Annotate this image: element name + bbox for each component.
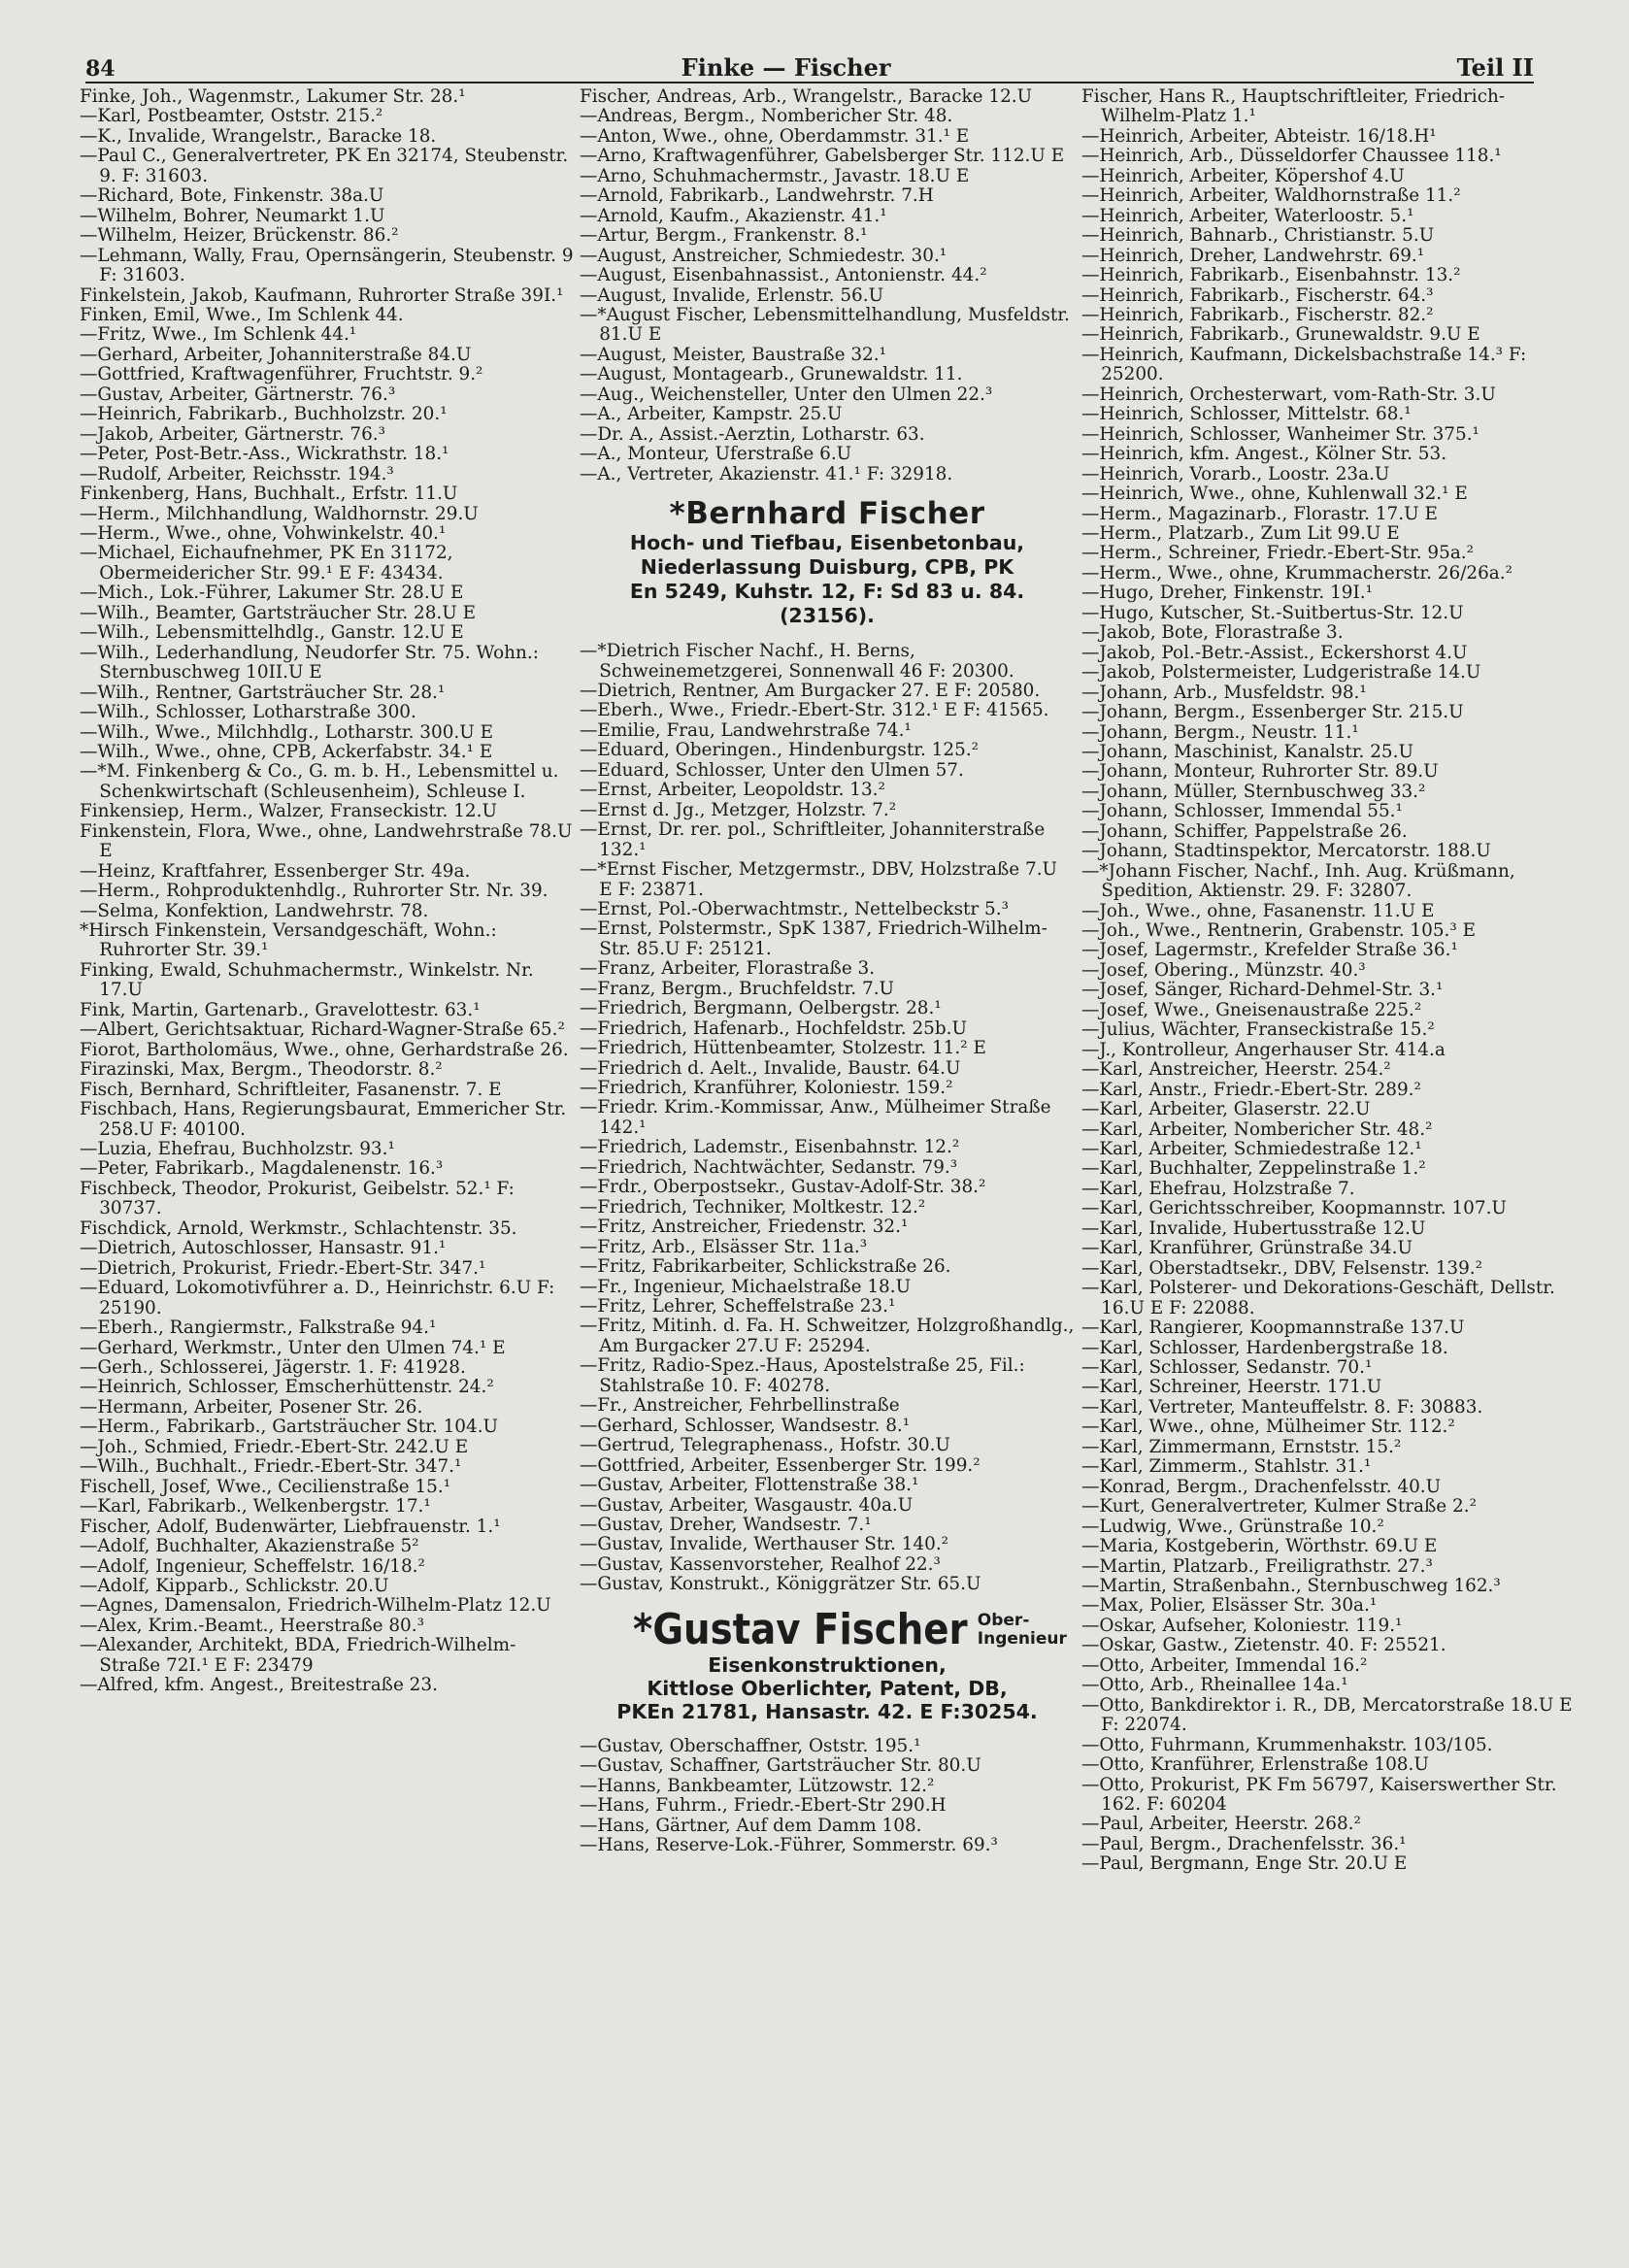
directory-entry: —Karl, Invalide, Hubertusstraße 12.U (1081, 1217, 1426, 1239)
entries-list (1081, 87, 1577, 1875)
entries-list (580, 87, 1075, 484)
directory-entry: —Hans, Gärtner, Auf dem Damm 108. (580, 1815, 922, 1836)
directory-entry: —Hans, Fuhrm., Friedr.-Ebert-Str 290.H (580, 1795, 947, 1817)
directory-entry: —Karl, Arbeiter, Glaserstr. 22.U (1081, 1099, 1371, 1120)
directory-entry: —Karl, Anstr., Friedr.-Ebert-Str. 289.² (1081, 1079, 1421, 1100)
directory-entry: —Josef, Sänger, Richard-Dehmel-Str. 3.¹ (1081, 980, 1444, 1001)
directory-entry: —Karl, Zimmerm., Stahlstr. 31.¹ (1081, 1456, 1372, 1478)
directory-entry: —Michael, Eichaufnehmer, PK En 31172, Obermeidericher Str. 99.¹ E F: 43434. (80, 543, 453, 584)
directory-entry: Finking, Ewald, Schuhmachermstr., Winkelstr. Nr. 17.U (80, 959, 534, 1001)
directory-entry: —Heinrich, Fabrikarb., Grunewaldstr. 9.U E (1081, 324, 1480, 346)
directory-entry: —Peter, Post-Betr.-Ass., Wickrathstr. 18.¹ (80, 444, 449, 465)
directory-entry: —Dietrich, Autoschlosser, Hansastr. 91.¹ (80, 1238, 447, 1259)
directory-entry: —Hanns, Bankbeamter, Lützowstr. 12.² (580, 1775, 935, 1796)
directory-entry: —Martin, Platzarb., Freiligrathstr. 27.³ (1081, 1555, 1433, 1577)
directory-entry: —Heinz, Kraftfahrer, Essenberger Str. 49a. (80, 860, 471, 882)
directory-entry: Fischer, Adolf, Budenwärter, Liebfrauenstr. 1.¹ (80, 1516, 501, 1537)
directory-entry: —Adolf, Buchhalter, Akazienstraße 5² (80, 1536, 419, 1557)
directory-entry: —Alexander, Architekt, BDA, Friedrich-Wilhelm-Straße 72I.¹ E F: 23479 (80, 1635, 516, 1676)
directory-entry: —J., Kontrolleur, Angerhauser Str. 414.a (1081, 1039, 1446, 1060)
directory-entry: —Max, Polier, Elsässer Str. 30a.¹ (1081, 1595, 1378, 1617)
directory-entry: —Johann, Maschinist, Kanalstr. 25.U (1081, 741, 1413, 762)
directory-entry: Fischbach, Hans, Regierungsbaurat, Emmericher Str. 258.U F: 40100. (80, 1099, 567, 1140)
directory-entry: Finkensiep, Herm., Walzer, Franseckistr. 12.U (80, 801, 497, 822)
directory-entry: —Paul, Bergmann, Enge Str. 20.U E (1081, 1853, 1408, 1875)
directory-entry: —Karl, Kranführer, Grünstraße 34.U (1081, 1238, 1413, 1259)
directory-entry: —Oskar, Aufseher, Koloniestr. 119.¹ (1081, 1615, 1403, 1636)
directory-entry: —Fritz, Radio-Spez.-Haus, Apostelstraße 25, Fil.: Stahlstraße 10. F: 40278. (580, 1355, 1025, 1396)
directory-entry: —Heinrich, Fabrikarb., Buchholzstr. 20.¹ (80, 404, 448, 425)
directory-entry: —Herm., Wwe., ohne, Krummacherstr. 26/26a.² (1081, 562, 1513, 584)
directory-entry: —Jakob, Bote, Florastraße 3. (1081, 622, 1344, 644)
directory-entry: —Herm., Rohproduktenhdlg., Ruhrorter Str. Nr. 39. (80, 881, 549, 902)
directory-entry: —Eberh., Wwe., Friedr.-Ebert-Str. 312.¹ E F: 41565. (580, 700, 1049, 721)
ad-headline: *Gustav Fischer (633, 1604, 968, 1654)
directory-entry: —Gerh., Schlosserei, Jägerstr. 1. F: 41928. (80, 1357, 466, 1378)
directory-entry: —Friedr. Krim.-Kommissar, Anw., Mülheimer Straße 142.¹ (580, 1097, 1051, 1138)
entries-list (580, 1737, 1075, 1856)
directory-entry: —Heinrich, Schlosser, Emscherhüttenstr. 24.² (80, 1377, 494, 1398)
directory-entry: —Jakob, Polstermeister, Ludgeristraße 14.U (1081, 662, 1481, 684)
directory-entry: —Gustav, Dreher, Wandsestr. 7.¹ (580, 1515, 872, 1535)
directory-entry: Finkenberg, Hans, Buchhalt., Erfstr. 11.U (80, 484, 458, 505)
ad-line: Kittlose Oberlichter, Patent, DB, (647, 1676, 1008, 1700)
column-1 (80, 87, 575, 1696)
directory-entry: —Johann, Bergm., Neustr. 11.¹ (1081, 721, 1359, 743)
directory-entry: —Wilh., Beamter, Gartsträucher Str. 28.U E (80, 602, 477, 623)
directory-entry: —Herm., Magazinarb., Florastr. 17.U E (1081, 503, 1438, 524)
directory-entry: —Heinrich, Fabrikarb., Eisenbahnstr. 13.² (1081, 265, 1461, 286)
directory-entry: —Franz, Bergm., Bruchfeldstr. 7.U (580, 978, 895, 999)
directory-entry: —Heinrich, Fabrikarb., Fischerstr. 64.³ (1081, 284, 1434, 306)
directory-entry: Finken, Emil, Wwe., Im Schlenk 44. (80, 304, 404, 325)
directory-entry: —Ernst, Arbeiter, Leopoldstr. 13.² (580, 780, 885, 801)
page-number: 84 (85, 56, 116, 82)
directory-entry: —Eduard, Oberingen., Hindenburgstr. 125.² (580, 740, 979, 761)
directory-entry: —August, Invalide, Erlenstr. 56.U (580, 284, 884, 306)
directory-entry: —Ludwig, Wwe., Grünstraße 10.² (1081, 1516, 1384, 1537)
directory-entry: —Paul C., Generalvertreter, PK En 32174, Steubenstr. 9. F: 31603. (80, 146, 569, 186)
directory-entry: —Jakob, Pol.-Betr.-Assist., Eckershorst 4.U (1081, 642, 1468, 663)
directory-entry: —Martin, Straßenbahn., Sternbuschweg 162.³ (1081, 1575, 1501, 1596)
directory-entry: —Gustav, Invalide, Werthauser Str. 140.² (580, 1534, 949, 1555)
directory-entry: —Karl, Postbeamter, Oststr. 215.² (80, 106, 383, 127)
directory-entry: —Wilh., Rentner, Gartsträucher Str. 28.¹ (80, 682, 446, 703)
directory-entry: —Artur, Bergm., Frankenstr. 8.¹ (580, 225, 868, 247)
directory-entry: —Hugo, Kutscher, St.-Suitbertus-Str. 12.U (1081, 602, 1464, 623)
directory-entry: —Karl, Vertreter, Manteuffelstr. 8. F: 30883. (1081, 1396, 1483, 1418)
directory-entry: —Wilhelm, Heizer, Brückenstr. 86.² (80, 225, 399, 247)
directory-entry: —Johann, Arb., Musfeldstr. 98.¹ (1081, 682, 1367, 703)
directory-entry: —Joh., Wwe., Rentnerin, Grabenstr. 105.³ E (1081, 920, 1477, 942)
directory-entry: —Ernst, Polstermstr., SpK 1387, Friedrich-Wilhelm-Str. 85.U F: 25121. (580, 918, 1047, 959)
directory-entry: —Karl, Gerichtsschreiber, Koopmannstr. 107.U (1081, 1198, 1507, 1219)
ad-title-bottom: Ingenieur (977, 1628, 1067, 1649)
directory-entry: Fisch, Bernhard, Schriftleiter, Fasanenstr. 7. E (80, 1079, 502, 1100)
directory-entry: Fischell, Josef, Wwe., Cecilienstraße 15.¹ (80, 1476, 451, 1497)
directory-entry: —Johann, Bergm., Essenberger Str. 215.U (1081, 702, 1464, 723)
directory-entry: —Paul, Bergm., Drachenfelsstr. 36.¹ (1081, 1833, 1407, 1854)
directory-entry: —Friedrich, Hüttenbeamter, Stolzestr. 11.² E (580, 1038, 986, 1059)
directory-entry: —Friedrich, Kranführer, Koloniestr. 159.² (580, 1078, 953, 1099)
directory-entry: —Herm., Fabrikarb., Gartsträucher Str. 104.U (80, 1417, 499, 1438)
ad-line: PKEn 21781, Hansastr. 42. E F:30254. (616, 1699, 1038, 1723)
directory-entry: Fischbeck, Theodor, Prokurist, Geibelstr. 52.¹ F: 30737. (80, 1178, 515, 1219)
column-3 (1081, 87, 1577, 1875)
directory-entry: —Heinrich, Arbeiter, Köpershof 4.U (1081, 165, 1405, 186)
directory-entry: —Herm., Schreiner, Friedr.-Ebert-Str. 95a.² (1081, 543, 1474, 564)
directory-entry: —Gustav, Schaffner, Gartsträucher Str. 80.U (580, 1755, 981, 1777)
directory-entry: —Dietrich, Prokurist, Friedr.-Ebert-Str. 347.¹ (80, 1257, 486, 1279)
directory-entry: —Otto, Prokurist, PK Fm 56797, Kaiserswerther Str. 162. F: 60204 (1081, 1774, 1557, 1815)
directory-entry: —Karl, Polsterer- und Dekorations-Geschäft, Dellstr. 16.U E F: 22088. (1081, 1278, 1555, 1318)
directory-entry: —Karl, Arbeiter, Schmiedestraße 12.¹ (1081, 1139, 1422, 1160)
directory-entry: —Johann, Schiffer, Pappelstraße 26. (1081, 820, 1408, 842)
directory-entry: —Hans, Reserve-Lok.-Führer, Sommerstr. 69.³ (580, 1835, 998, 1856)
directory-entry: —Johann, Schlosser, Immendal 55.¹ (1081, 801, 1403, 822)
directory-entry: —Friedrich, Lademstr., Eisenbahnstr. 12.² (580, 1137, 960, 1158)
directory-entry: —Fritz, Mitinh. d. Fa. H. Schweitzer, Holzgroßhandlg., Am Burgacker 27.U F: 25294. (580, 1316, 1075, 1356)
directory-entry: —Joh., Wwe., ohne, Fasanenstr. 11.U E (1081, 900, 1435, 921)
directory-entry: —K., Invalide, Wrangelstr., Baracke 18. (80, 125, 437, 147)
directory-entry: —Wilh., Lebensmittelhdlg., Ganstr. 12.U E (80, 622, 464, 644)
directory-entry: —Gertrud, Telegraphenass., Hofstr. 30.U (580, 1435, 950, 1456)
directory-entry: —Gerhard, Schlosser, Wandsestr. 8.¹ (580, 1415, 911, 1436)
directory-entry: —Eberh., Rangiermstr., Falkstraße 94.¹ (80, 1317, 437, 1339)
directory-entry: —Friedrich, Hafenarb., Hochfeldstr. 25b.U (580, 1017, 967, 1039)
directory-entry: —Heinrich, Orchesterwart, vom-Rath-Str. 3.U (1081, 384, 1496, 405)
directory-entry: —Hugo, Dreher, Finkenstr. 19I.¹ (1081, 583, 1373, 604)
directory-entry: —Julius, Wächter, Franseckistraße 15.² (1081, 1019, 1435, 1041)
directory-entry: Firazinski, Max, Bergm., Theodorstr. 8.² (80, 1059, 443, 1081)
directory-entry: —Arno, Kraftwagenführer, Gabelsberger Str. 112.U E (580, 146, 1065, 167)
directory-entry: —Arnold, Fabrikarb., Landwehrstr. 7.H (580, 185, 934, 207)
directory-entry: —August, Montagearb., Grunewaldstr. 11. (580, 364, 963, 385)
directory-entry: —Richard, Bote, Finkenstr. 38a.U (80, 185, 384, 207)
directory-entry: —Konrad, Bergm., Drachenfelsstr. 40.U (1081, 1476, 1442, 1497)
ad-line: Eisenkonstruktionen, (708, 1652, 947, 1677)
ad-title-top: Ober- (977, 1610, 1030, 1630)
directory-entry: —Fritz, Fabrikarbeiter, Schlickstraße 26. (580, 1256, 951, 1278)
directory-entry: —Friedrich, Bergmann, Oelbergstr. 28.¹ (580, 998, 942, 1019)
directory-entry: Finkenstein, Flora, Wwe., ohne, Landwehrstraße 78.U E (80, 820, 573, 862)
directory-entry: —Herm., Milchhandlung, Waldhornstr. 29.U (80, 503, 479, 524)
directory-entry: —August, Anstreicher, Schmiedestr. 30.¹ (580, 245, 947, 266)
directory-entry: —Otto, Bankdirektor i. R., DB, Mercatorstraße 18.U E F: 22074. (1081, 1694, 1573, 1736)
directory-entry: —*August Fischer, Lebensmittelhandlung, Musfeldstr. 81.U E (580, 304, 1070, 346)
directory-entry: Finkelstein, Jakob, Kaufmann, Ruhrorter Straße 39I.¹ (80, 284, 564, 306)
directory-entry: —Gustav, Arbeiter, Flottenstraße 38.¹ (580, 1475, 919, 1496)
directory-entry: —Heinrich, kfm. Angest., Kölner Str. 53. (1081, 444, 1447, 465)
directory-entry: —Wilhelm, Bohrer, Neumarkt 1.U (80, 205, 385, 226)
directory-entry: —Gottfried, Kraftwagenführer, Fruchtstr. 9.² (80, 364, 483, 385)
directory-entry: —Dietrich, Rentner, Am Burgacker 27. E F: 20580. (580, 680, 1041, 701)
ad-headline: *Bernhard Fischer (669, 496, 985, 532)
directory-entry: —Alex, Krim.-Beamt., Heerstraße 80.³ (80, 1615, 424, 1636)
directory-entry: —Fr., Anstreicher, Fehrbellinstraße (580, 1395, 900, 1417)
part-label: Teil II (1456, 53, 1534, 82)
directory-entry: —Heinrich, Arbeiter, Abteistr. 16/18.H¹ (1081, 125, 1437, 147)
directory-entry: —Maria, Kostgeberin, Wörthstr. 69.U E (1081, 1536, 1438, 1557)
directory-entry: —Friedrich, Nachtwächter, Sedanstr. 79.³ (580, 1156, 958, 1178)
directory-entry: —Karl, Schreiner, Heerstr. 171.U (1081, 1377, 1382, 1398)
directory-entry: —Wilh., Wwe., Milchhdlg., Lotharstr. 300.U E (80, 721, 494, 743)
directory-entry: *Hirsch Finkenstein, Versandgeschäft, Wohn.: Ruhrorter Str. 39.¹ (80, 920, 497, 961)
directory-entry: —Kurt, Generalvertreter, Kulmer Straße 2.² (1081, 1496, 1477, 1518)
directory-entry: —A., Monteur, Uferstraße 6.U (580, 444, 852, 465)
directory-entry: Finke, Joh., Wagenmstr., Lakumer Str. 28.¹ (80, 86, 466, 107)
directory-entry: —Anton, Wwe., ohne, Oberdammstr. 31.¹ E (580, 125, 970, 147)
directory-entry: —Wilh., Buchhalt., Friedr.-Ebert-Str. 347.¹ (80, 1456, 462, 1478)
directory-entry: —Gustav, Arbeiter, Gärtnerstr. 76.³ (80, 384, 396, 405)
directory-entry: —Heinrich, Arbeiter, Waterloostr. 5.¹ (1081, 205, 1414, 226)
directory-entry: —Aug., Weichensteller, Unter den Ulmen 22.³ (580, 384, 993, 405)
directory-entry: —*Dietrich Fischer Nachf., H. Berns, Schweinemetzgerei, Sonnenwall 46 F: 20300. (580, 641, 1014, 682)
directory-entry: —Joh., Schmied, Friedr.-Ebert-Str. 242.U E (80, 1436, 469, 1457)
column-2 (580, 87, 1075, 1856)
directory-entry: —A., Vertreter, Akazienstr. 41.¹ F: 32918. (580, 463, 953, 484)
directory-entry: —Ernst, Dr. rer. pol., Schriftleiter, Johanniterstraße 132.¹ (580, 819, 1046, 860)
directory-entry: —Wilh., Lederhandlung, Neudorfer Str. 75. Wohn.: Sternbuschweg 10II.U E (80, 642, 539, 684)
ad-line: En 5249, Kuhstr. 12, F: Sd 83 u. 84. (629, 580, 1025, 604)
directory-entry: —Gustav, Oberschaffner, Oststr. 195.¹ (580, 1735, 921, 1756)
directory-entry: —Oskar, Gastw., Zietenstr. 40. F: 25521. (1081, 1635, 1446, 1656)
directory-entry: —Karl, Anstreicher, Heerstr. 254.² (1081, 1059, 1391, 1081)
ad-gustav-fischer (580, 1604, 1075, 1723)
directory-entry: —Karl, Zimmermann, Ernststr. 15.² (1081, 1436, 1402, 1457)
directory-entry: —Heinrich, Fabrikarb., Fischerstr. 82.² (1081, 304, 1434, 325)
directory-entry: —Josef, Lagermstr., Krefelder Straße 36.¹ (1081, 940, 1458, 961)
directory-entry: —Karl, Rangierer, Koopmannstraße 137.U (1081, 1317, 1465, 1339)
directory-entry: —Otto, Arb., Rheinallee 14a.¹ (1081, 1675, 1348, 1696)
directory-entry: —Jakob, Arbeiter, Gärtnerstr. 76.³ (80, 423, 386, 445)
directory-entry: Fiorot, Bartholomäus, Wwe., ohne, Gerhardstraße 26. (80, 1039, 569, 1060)
directory-entry: —Herm., Platzarb., Zum Lit 99.U E (1081, 522, 1400, 544)
directory-entry: —Otto, Fuhrmann, Krummenhakstr. 103/105. (1081, 1734, 1493, 1755)
directory-entry: —Karl, Wwe., ohne, Mülheimer Str. 112.² (1081, 1417, 1455, 1438)
directory-entry: —Emilie, Frau, Landwehrstraße 74.¹ (580, 719, 912, 741)
directory-entry: —Otto, Arbeiter, Immendal 16.² (1081, 1654, 1368, 1676)
directory-entry: —Luzia, Ehefrau, Buchholzstr. 93.¹ (80, 1139, 395, 1160)
directory-entry: —Lehmann, Wally, Frau, Opernsängerin, Steubenstr. 9 F: 31603. (80, 245, 574, 286)
directory-entry: —Wilh., Wwe., ohne, CPB, Ackerfabstr. 34.¹ E (80, 741, 493, 762)
directory-entry: —Eduard, Schlosser, Unter den Ulmen 57. (580, 759, 964, 781)
directory-entry: —August, Eisenbahnassist., Antonienstr. 44.² (580, 265, 987, 286)
directory-entry: —Karl, Oberstadtsekr., DBV, Felsenstr. 139.² (1081, 1257, 1483, 1279)
directory-entry: Fischer, Andreas, Arb., Wrangelstr., Baracke 12.U (580, 86, 1033, 107)
directory-entry: —Hermann, Arbeiter, Posener Str. 26. (80, 1396, 423, 1418)
directory-entry: —Gustav, Arbeiter, Wasgaustr. 40a.U (580, 1494, 914, 1516)
directory-entry: —Karl, Schlosser, Hardenbergstraße 18. (1081, 1337, 1448, 1358)
directory-entry: —Selma, Konfektion, Landwehrstr. 78. (80, 900, 429, 921)
ad-line: Niederlassung Duisburg, CPB, PK (640, 555, 1014, 580)
directory-entry: —Alfred, kfm. Angest., Breitestraße 23. (80, 1675, 438, 1696)
directory-entry: —Herm., Wwe., ohne, Vohwinkelstr. 40.¹ (80, 522, 447, 544)
directory-entry: —Fritz, Anstreicher, Friedenstr. 32.¹ (580, 1217, 909, 1238)
directory-entry: —Johann, Müller, Sternbuschweg 33.² (1081, 781, 1426, 802)
page-title: Finke — Fischer (681, 53, 891, 82)
directory-entry: —Fritz, Wwe., Im Schlenk 44.¹ (80, 324, 357, 346)
directory-entry: —Mich., Lok.-Führer, Lakumer Str. 28.U E (80, 583, 464, 604)
directory-entry: —Heinrich, Schlosser, Wanheimer Str. 375.¹ (1081, 423, 1479, 445)
ad-line: (23156). (780, 604, 875, 628)
directory-entry: —Ernst d. Jg., Metzger, Holzstr. 7.² (580, 799, 897, 820)
directory-entry: —Heinrich, Arbeiter, Waldhornstraße 11.² (1081, 185, 1461, 207)
directory-entry: —Heinrich, Arb., Düsseldorfer Chaussee 118.¹ (1081, 146, 1502, 167)
directory-entry: —Heinrich, Schlosser, Mittelstr. 68.¹ (1081, 404, 1412, 425)
directory-entry: —Agnes, Damensalon, Friedrich-Wilhelm-Platz 12.U (80, 1595, 551, 1617)
ad-line: Hoch- und Tiefbau, Eisenbetonbau, (629, 531, 1025, 555)
directory-entry: Fischdick, Arnold, Werkmstr., Schlachtenstr. 35. (80, 1217, 517, 1239)
directory-entry: —Gerhard, Arbeiter, Johanniterstraße 84.U (80, 344, 472, 365)
directory-entry: —Gottfried, Arbeiter, Essenberger Str. 199.² (580, 1454, 981, 1476)
directory-entry: —Karl, Ehefrau, Holzstraße 7. (1081, 1178, 1355, 1199)
directory-entry: —Adolf, Ingenieur, Scheffelstr. 16/18.² (80, 1555, 425, 1577)
directory-entry: —Fr., Ingenieur, Michaelstraße 18.U (580, 1276, 912, 1297)
directory-entry: —*M. Finkenberg & Co., G. m. b. H., Lebensmittel u. Schenkwirtschaft (Schleusenheim), Schleuse I. (80, 761, 559, 802)
directory-entry: —Fritz, Lehrer, Scheffelstraße 23.¹ (580, 1296, 896, 1317)
directory-entry: —Andreas, Bergm., Nombericher Str. 48. (580, 106, 953, 127)
directory-entry: —A., Arbeiter, Kampstr. 25.U (580, 404, 843, 425)
directory-entry: Fischer, Hans R., Hauptschriftleiter, Friedrich-Wilhelm-Platz 1.¹ (1081, 86, 1506, 127)
directory-entry: —Johann, Monteur, Ruhrorter Str. 89.U (1081, 761, 1439, 783)
entries-list (80, 87, 575, 1696)
directory-entry: —Karl, Schlosser, Sedanstr. 70.¹ (1081, 1357, 1373, 1378)
directory-entry: —Paul, Arbeiter, Heerstr. 268.² (1081, 1814, 1361, 1835)
directory-entry: —Josef, Obering., Münzstr. 40.³ (1081, 959, 1366, 981)
directory-entry: —Heinrich, Bahnarb., Christianstr. 5.U (1081, 225, 1435, 247)
directory-entry: —Ernst, Pol.-Oberwachtmstr., Nettelbeckstr 5.³ (580, 898, 1009, 919)
directory-entry: —Arno, Schuhmachermstr., Javastr. 18.U E (580, 165, 970, 186)
directory-entry: —Karl, Buchhalter, Zeppelinstraße 1.² (1081, 1158, 1426, 1180)
directory-entry: —Adolf, Kipparb., Schlickstr. 20.U (80, 1575, 389, 1596)
directory-entry: —Friedrich d. Aelt., Invalide, Baustr. 64.U (580, 1057, 961, 1079)
directory-entry: —Frdr., Oberpostsekr., Gustav-Adolf-Str. 38.² (580, 1177, 986, 1198)
directory-entry: —Karl, Fabrikarb., Welkenbergstr. 17.¹ (80, 1496, 431, 1518)
directory-entry: —Fritz, Arb., Elsässer Str. 11a.³ (580, 1236, 868, 1257)
directory-entry: —Eduard, Lokomotivführer a. D., Heinrichstr. 6.U F: 25190. (80, 1278, 555, 1318)
directory-entry: —Heinrich, Dreher, Landwehrstr. 69.¹ (1081, 245, 1425, 266)
ad-bernhard-fischer (580, 496, 1075, 628)
directory-entry: —Friedrich, Techniker, Moltkestr. 12.² (580, 1196, 926, 1217)
directory-entry: —Johann, Stadtinspektor, Mercatorstr. 188.U (1081, 841, 1491, 862)
directory-entry: —Heinrich, Vorarb., Loostr. 23a.U (1081, 463, 1390, 484)
directory-entry: —August, Meister, Baustraße 32.¹ (580, 344, 886, 365)
entries-list (580, 642, 1075, 1595)
page-header (85, 43, 1534, 82)
directory-entry: —Gustav, Konstrukt., Königgrätzer Str. 65.U (580, 1574, 981, 1595)
directory-entry: —Albert, Gerichtsaktuar, Richard-Wagner-Straße 65.² (80, 1019, 565, 1041)
directory-entry: —Gustav, Kassenvorsteher, Realhof 22.³ (580, 1553, 941, 1575)
directory-entry: —Josef, Wwe., Gneisenaustraße 225.² (1081, 999, 1422, 1020)
directory-entry: —*Johann Fischer, Nachf., Inh. Aug. Krüßmann, Spedition, Aktienstr. 29. F: 32807. (1081, 860, 1515, 902)
directory-entry: Fink, Martin, Gartenarb., Gravelottestr. 63.¹ (80, 999, 481, 1020)
directory-entry: —Karl, Arbeiter, Nombericher Str. 48.² (1081, 1118, 1433, 1140)
header-rule (85, 82, 1534, 83)
directory-entry: —Rudolf, Arbeiter, Reichsstr. 194.³ (80, 463, 394, 484)
directory-entry: —Peter, Fabrikarb., Magdalenenstr. 16.³ (80, 1158, 444, 1180)
directory-entry: —*Ernst Fischer, Metzgermstr., DBV, Holzstraße 7.U E F: 23871. (580, 859, 1058, 900)
directory-entry: —Franz, Arbeiter, Florastraße 3. (580, 958, 876, 980)
directory-entry: —Arnold, Kaufm., Akazienstr. 41.¹ (580, 205, 887, 226)
directory-entry: —Otto, Kranführer, Erlenstraße 108.U (1081, 1754, 1429, 1776)
directory-entry: —Dr. A., Assist.-Aerztin, Lotharstr. 63. (580, 423, 925, 445)
directory-entry: —Heinrich, Kaufmann, Dickelsbachstraße 14.³ F: 25200. (1081, 344, 1527, 385)
directory-entry: —Wilh., Schlosser, Lotharstraße 300. (80, 702, 416, 723)
directory-entry: —Gerhard, Werkmstr., Unter den Ulmen 74.¹ E (80, 1337, 506, 1358)
directory-entry: —Heinrich, Wwe., ohne, Kuhlenwall 32.¹ E (1081, 484, 1468, 505)
